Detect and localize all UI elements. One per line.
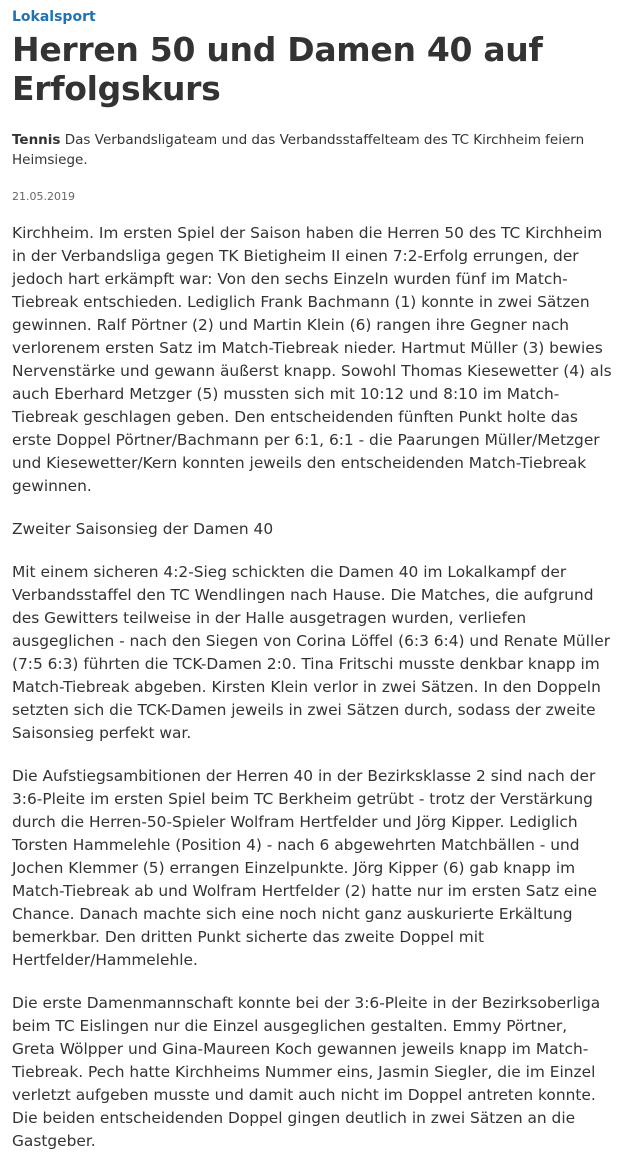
article-page — [0, 8, 625, 1153]
body-paragraph: Die erste Damenmannschaft konnte bei der 3:6-Pleite in der Bezirksoberliga beim TC Eislingen nur die Einzel ausgeglichen gestalten. Emmy Pörtner, Greta Wölpper und Gina-Maureen Koch gewannen jeweils knapp im Match-Tiebreak. Pech hatte Kirchheims Nummer eins, Jasmin Siegler, die im Einzel verletzt aufgeben musste und damit auch nicht im Doppel antreten konnte. Die beiden entscheidenden Doppel gingen deutlich in zwei Sätzen an die Gastgeber. — [12, 994, 601, 1150]
section-label[interactable]: Lokalsport — [12, 9, 96, 25]
body-paragraph: Mit einem sicheren 4:2-Sieg schickten die Damen 40 im Lokalkampf der Verbandsstaffel den TC Wendlingen nach Hause. Die Matches, die aufgrund des Gewitters teilweise in der Halle ausgetragen wurden, verliefen ausgeglichen - nach den Siegen von Corina Löffel (6:3 6:4) und Renate Müller (7:5 6:3) führten die TCK-Damen 2:0. Tina Fritschi musste denkbar knapp im Match-Tiebreak abgeben. Kirsten Klein verlor in zwei Sätzen. In den Doppeln setzten sich die TCK-Damen jeweils in zwei Sätzen durch, sodass der zweite Saisonsieg perfekt war. — [12, 563, 611, 742]
publish-date: 21.05.2019 — [12, 190, 75, 203]
article-teaser — [12, 130, 613, 170]
teaser-topic-tag: Tennis — [12, 132, 61, 148]
article-headline: Herren 50 und Damen 40 auf Erfolgskurs — [12, 30, 543, 108]
body-paragraph: Kirchheim. Im ersten Spiel der Saison haben die Herren 50 des TC Kirchheim in der Verbandsliga gegen TK Bietigheim II einen 7:2-Erfolg errungen, der jedoch hart erkämpft war: Von den sechs Einzeln wurden fünf im Match-Tiebreak entschieden. Lediglich Frank Bachmann (1) konnte in zwei Sätzen gewinnen. Ralf Pörtner (2) und Martin Klein (6) rangen ihre Gegner nach verlorenem ersten Satz im Match-Tiebreak nieder. Hartmut Müller (3) bewies Nervenstärke und gewann äußerst knapp. Sowohl Thomas Kiesewetter (4) als auch Eberhard Metzger (5) mussten sich mit 10:12 und 8:10 im Match-Tiebreak geschlagen geben. Den entscheidenden fünften Punkt holte das erste Doppel Pörtner/Bachmann per 6:1, 6:1 - die Paarungen Müller/Metzger und Kiesewetter/Kern konnten jeweils den entscheidenden Match-Tiebreak gewinnen. — [12, 224, 612, 495]
teaser-text: Das Verbandsligateam und das Verbandsstaffelteam des TC Kirchheim feiern Heimsiege. — [12, 132, 585, 168]
article-body — [12, 222, 613, 1153]
body-subheading: Zweiter Saisonsieg der Damen 40 — [12, 520, 274, 538]
body-paragraph: Die Aufstiegsambitionen der Herren 40 in der Bezirksklasse 2 sind nach der 3:6-Pleite im ersten Spiel beim TC Berkheim getrübt - trotz der Verstärkung durch die Herren-50-Spieler Wolfram Hertfelder und Jörg Kipper. Lediglich Torsten Hammelehle (Position 4) - nach 6 abgewehrten Matchbällen - und Jochen Klemmer (5) errangen Einzelpunkte. Jörg Kipper (6) gab knapp im Match-Tiebreak ab und Wolfram Hertfelder (2) hatte nur im ersten Satz eine Chance. Danach machte sich eine noch nicht ganz auskurierte Erkältung bemerkbar. Den dritten Punkt sicherte das zweite Doppel mit Hertfelder/Hammelehle. — [12, 767, 597, 969]
